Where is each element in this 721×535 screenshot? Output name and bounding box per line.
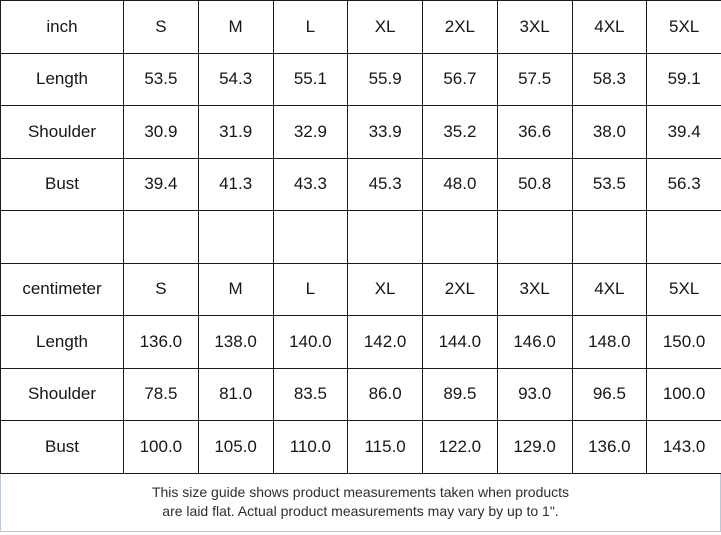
- measurement-value-cell: 148.0: [572, 316, 647, 369]
- spacer-cell: [497, 211, 572, 264]
- measurement-row-label: Length: [1, 316, 124, 369]
- measurement-value-cell: 150.0: [647, 316, 721, 369]
- measurement-value-cell: 105.0: [198, 421, 273, 474]
- measurement-value-cell: 45.3: [348, 158, 423, 211]
- measurement-value-cell: 54.3: [198, 53, 273, 106]
- measurement-value-cell: 30.9: [124, 106, 199, 159]
- measurement-value-cell: 144.0: [423, 316, 498, 369]
- measurement-row-label: Shoulder: [1, 106, 124, 159]
- size-column-header: M: [198, 1, 273, 54]
- inch-bust-row: [1, 158, 721, 211]
- spacer-cell: [572, 211, 647, 264]
- size-column-header: 4XL: [572, 263, 647, 316]
- measurement-row-label: Bust: [1, 421, 124, 474]
- measurement-value-cell: 33.9: [348, 106, 423, 159]
- size-column-header: L: [273, 263, 348, 316]
- measurement-value-cell: 56.3: [647, 158, 721, 211]
- measurement-row-label: Length: [1, 53, 124, 106]
- measurement-value-cell: 43.3: [273, 158, 348, 211]
- measurement-value-cell: 56.7: [423, 53, 498, 106]
- size-column-header: 3XL: [497, 1, 572, 54]
- measurement-value-cell: 142.0: [348, 316, 423, 369]
- inch-length-row: [1, 53, 721, 106]
- size-column-header: L: [273, 1, 348, 54]
- unit-label-cell: inch: [1, 1, 124, 54]
- size-column-header: XL: [348, 263, 423, 316]
- centimeter-header-row: [1, 263, 721, 316]
- size-column-header: 4XL: [572, 1, 647, 54]
- measurement-value-cell: 83.5: [273, 368, 348, 421]
- measurement-value-cell: 110.0: [273, 421, 348, 474]
- measurement-value-cell: 59.1: [647, 53, 721, 106]
- measurement-value-cell: 143.0: [647, 421, 721, 474]
- centimeter-shoulder-row: [1, 368, 721, 421]
- measurement-value-cell: 50.8: [497, 158, 572, 211]
- measurement-value-cell: 53.5: [124, 53, 199, 106]
- measurement-value-cell: 115.0: [348, 421, 423, 474]
- measurement-value-cell: 78.5: [124, 368, 199, 421]
- measurement-value-cell: 35.2: [423, 106, 498, 159]
- size-column-header: XL: [348, 1, 423, 54]
- size-guide-note: [0, 474, 721, 532]
- size-column-header: S: [124, 263, 199, 316]
- spacer-cell: [273, 211, 348, 264]
- measurement-value-cell: 146.0: [497, 316, 572, 369]
- measurement-value-cell: 55.1: [273, 53, 348, 106]
- measurement-row-label: Bust: [1, 158, 124, 211]
- centimeter-length-row: [1, 316, 721, 369]
- inch-header-row: [1, 1, 721, 54]
- measurement-value-cell: 41.3: [198, 158, 273, 211]
- spacer-cell: [198, 211, 273, 264]
- measurement-value-cell: 48.0: [423, 158, 498, 211]
- measurement-value-cell: 31.9: [198, 106, 273, 159]
- measurement-value-cell: 122.0: [423, 421, 498, 474]
- size-column-header: 5XL: [647, 263, 721, 316]
- spacer-cell: [124, 211, 199, 264]
- spacer-cell: [647, 211, 721, 264]
- size-column-header: M: [198, 263, 273, 316]
- measurement-value-cell: 136.0: [572, 421, 647, 474]
- inch-shoulder-row: [1, 106, 721, 159]
- measurement-value-cell: 53.5: [572, 158, 647, 211]
- spacer-row: [1, 211, 721, 264]
- spacer-cell: [348, 211, 423, 264]
- measurement-value-cell: 55.9: [348, 53, 423, 106]
- measurement-value-cell: 38.0: [572, 106, 647, 159]
- centimeter-bust-row: [1, 421, 721, 474]
- measurement-value-cell: 39.4: [647, 106, 721, 159]
- measurement-value-cell: 57.5: [497, 53, 572, 106]
- spacer-cell: [423, 211, 498, 264]
- measurement-value-cell: 36.6: [497, 106, 572, 159]
- measurement-value-cell: 136.0: [124, 316, 199, 369]
- measurement-row-label: Shoulder: [1, 368, 124, 421]
- measurement-value-cell: 58.3: [572, 53, 647, 106]
- measurement-value-cell: 39.4: [124, 158, 199, 211]
- measurement-value-cell: 100.0: [647, 368, 721, 421]
- size-column-header: 3XL: [497, 263, 572, 316]
- size-column-header: 2XL: [423, 263, 498, 316]
- measurement-value-cell: 86.0: [348, 368, 423, 421]
- measurement-value-cell: 100.0: [124, 421, 199, 474]
- measurement-value-cell: 93.0: [497, 368, 572, 421]
- measurement-value-cell: 96.5: [572, 368, 647, 421]
- measurement-value-cell: 140.0: [273, 316, 348, 369]
- measurement-value-cell: 129.0: [497, 421, 572, 474]
- measurement-value-cell: 89.5: [423, 368, 498, 421]
- measurement-value-cell: 138.0: [198, 316, 273, 369]
- measurement-value-cell: 81.0: [198, 368, 273, 421]
- size-column-header: 5XL: [647, 1, 721, 54]
- spacer-cell: [1, 211, 124, 264]
- note-line-1: This size guide shows product measurements taken when products: [151, 484, 570, 500]
- size-column-header: 2XL: [423, 1, 498, 54]
- unit-label-cell: centimeter: [1, 263, 124, 316]
- note-line-2: are laid flat. Actual product measurements may vary by up to 1".: [162, 503, 559, 519]
- measurement-value-cell: 32.9: [273, 106, 348, 159]
- size-column-header: S: [124, 1, 199, 54]
